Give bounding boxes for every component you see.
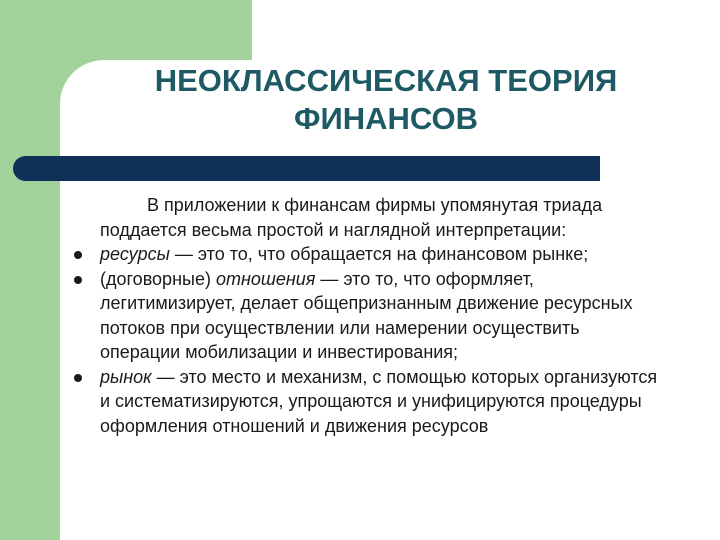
list-item	[100, 267, 660, 365]
slide-body	[100, 193, 660, 438]
bullet-dot-icon	[74, 374, 82, 382]
slide-title-line-2: ФИНАНСОВ	[293, 101, 479, 136]
slide-title	[100, 62, 672, 138]
bullet-prefix: (договорные)	[100, 268, 216, 289]
bullet-term: ресурсы	[100, 244, 170, 264]
bullet-text: — это место и механизм, с помощью которых организуются и систематизируются, упрощаются и унифицируются процедуры оформления отношений и движения ресурсов	[100, 366, 658, 436]
title-underline-bar	[13, 156, 600, 181]
bullet-term: рынок	[100, 366, 152, 387]
bullet-list	[100, 242, 660, 438]
list-item	[100, 365, 660, 439]
intro-paragraph: В приложении к финансам фирмы упомянутая триада поддается весьма простой и наглядной интерпретации:	[100, 195, 603, 240]
bullet-term: отношения	[215, 268, 316, 289]
slide-title-line-1: НЕОКЛАССИЧЕСКАЯ ТЕОРИЯ	[154, 63, 618, 98]
bullet-dot-icon	[74, 276, 82, 284]
list-item	[100, 242, 660, 267]
bullet-dot-icon	[74, 251, 82, 259]
bullet-text: — это то, что оформляет, легитимизирует, делает общепризнанным движение ресурсных потоков при осуществлении или намерении осуществить операции мобилизации и инвестирования;	[100, 268, 633, 362]
bullet-text: — это то, что обращается на финансовом рынке;	[169, 244, 589, 264]
